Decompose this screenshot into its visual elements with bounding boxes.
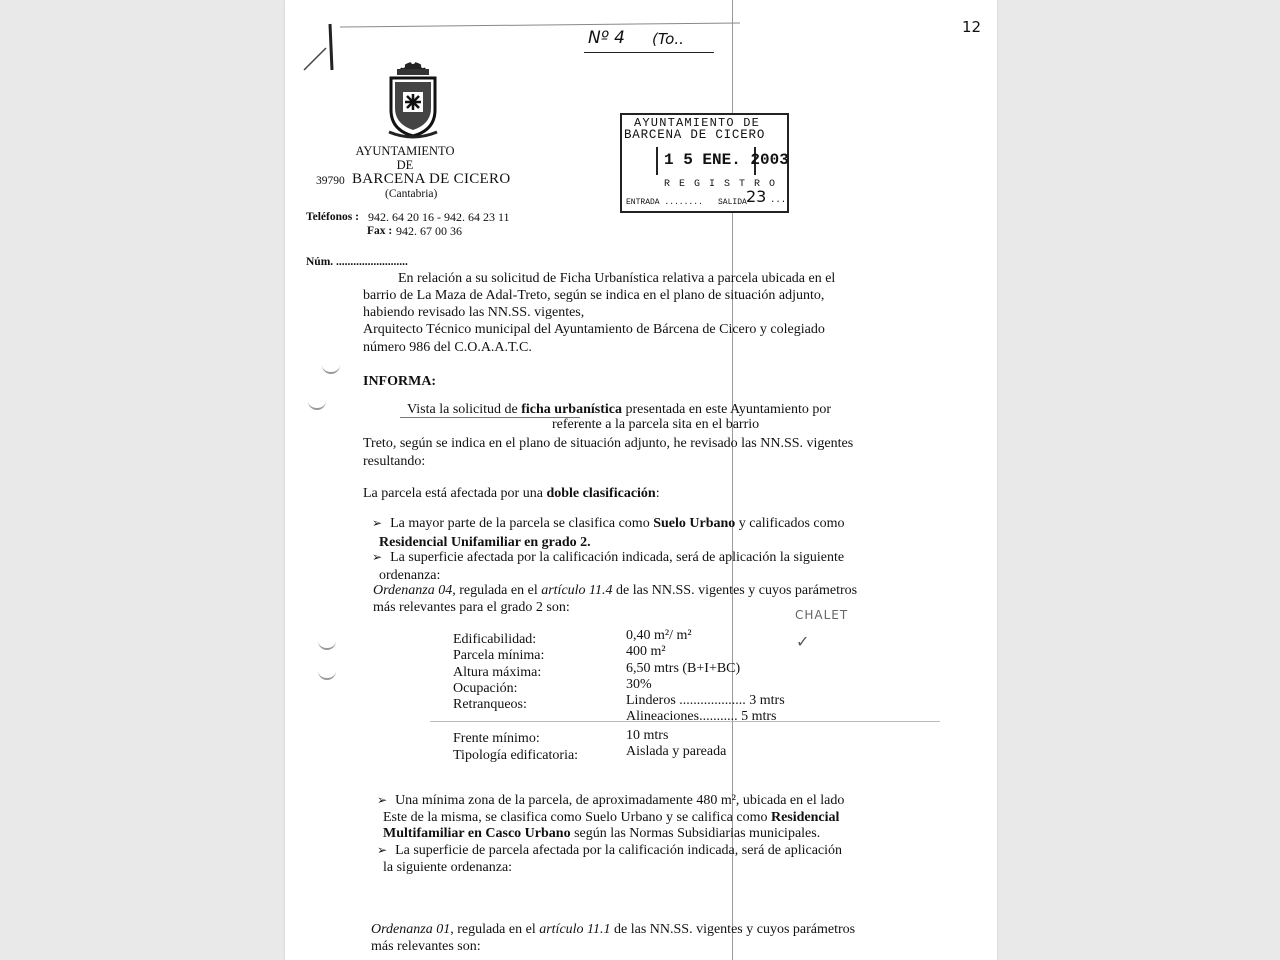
bullet-minima-zona-line3: Multifamiliar en Casco Urbano según las Normas Subsidiarias municipales. [383, 826, 821, 841]
corner-mark [300, 22, 340, 72]
param-value: 400 m² [626, 644, 666, 660]
org-de: DE [396, 158, 414, 172]
param-value: Aislada y pareada [626, 744, 727, 760]
scan-line [430, 721, 940, 723]
vista-line1: Vista la solicitud de ficha urbanística presentada en este Ayuntamiento por [407, 402, 832, 417]
handwritten-note: (To.. [652, 30, 684, 48]
bullet-suelo-urbano-line2: Residencial Unifamiliar en grado 2. [379, 535, 591, 550]
bullet-suelo-urbano: ➢ La mayor parte de la parcela se clasifica como Suelo Urbano y calificados como [372, 516, 845, 532]
stamp-line1: AYUNTAMIENTO DE [634, 116, 761, 130]
param-label: Retranqueos: [453, 697, 527, 713]
vista-line2: referente a la parcela sita en el barrio [552, 417, 760, 432]
top-edge-line [340, 18, 740, 28]
phones: 942. 64 20 16 - 942. 64 23 11 [368, 210, 510, 224]
parameters-labels [453, 632, 578, 764]
param-label: Tipología edificatoria: [453, 747, 579, 763]
param-value: 10 mtrs [626, 727, 669, 743]
stamp-entrada: ENTRADA ........ [626, 198, 703, 207]
param-label: Altura máxima: [453, 664, 542, 680]
bullet-minima-zona: ➢ Una mínima zona de la parcela, de aproximadamente 480 m², ubicada en el lado [377, 793, 844, 809]
stamp-line2: BARCENA DE CICERO [624, 128, 766, 142]
param-value: 0,40 m²/ m² [626, 628, 692, 643]
fax-label: Fax : [367, 225, 393, 237]
page-number: 12 [962, 18, 982, 36]
coat-of-arms-logo [385, 52, 441, 140]
intro-line4: Arquitecto Técnico municipal del Ayuntamiento de Bárcena de Cicero y colegiado [363, 322, 825, 337]
param-value: Linderos ................... 3 mtrs [626, 693, 785, 709]
param-label: Parcela mínima: [453, 648, 545, 664]
stamp-salida: SALIDA [718, 198, 747, 207]
intro-line3: habiendo revisado las NN.SS. vigentes, [363, 305, 585, 320]
phones-label: Teléfonos : [306, 211, 359, 223]
informa-heading: INFORMA: [363, 374, 437, 389]
ordenanza-04: Ordenanza 04, regulada en el artículo 11.4 de las NN.SS. vigentes y cuyos parámetros [373, 583, 858, 598]
bullet-minima-zona-line2: Este de la misma, se clasifica como Suelo Urbano y se califica como Residencial [383, 810, 840, 825]
bullet-superficie-2: ➢ La superficie de parcela afectada por la calificación indicada, será de aplicación [377, 843, 842, 859]
param-value: Alineaciones........... 5 mtrs [626, 709, 777, 725]
stamp-salida-dots: ... [770, 195, 787, 205]
ordenanza-01: Ordenanza 01, regulada en el artículo 11.1 de las NN.SS. vigentes y cuyos parámetros [371, 922, 856, 937]
bullet-superficie-2-line2: la siguiente ordenanza: [383, 860, 513, 875]
intro-line2: barrio de La Maza de Adal-Treto, según se indica en el plano de situación adjunto, [363, 288, 825, 303]
num-field: Núm. ......................... [306, 256, 408, 268]
org-name: AYUNTAMIENTO [355, 144, 455, 158]
margin-note-chalet: CHALET [795, 608, 849, 622]
stamp-registro: R E G I S T R O [664, 179, 777, 190]
handwritten-underline [584, 48, 714, 53]
handwritten-number: Nº 4 [588, 28, 625, 48]
bullet-superficie-line2: ordenanza: [379, 568, 441, 583]
margin-check: ✓ [796, 634, 810, 651]
bullet-superficie: ➢ La superficie afectada por la calificación indicada, será de aplicación la siguiente [372, 550, 844, 566]
fax: 942. 67 00 36 [396, 224, 462, 238]
parameters-values [626, 628, 785, 760]
vista-line3: Treto, según se indica en el plano de situación adjunto, he revisado las NN.SS. vigentes [363, 436, 854, 451]
param-label: Edificabilidad: [453, 632, 537, 647]
doble-clasificacion: La parcela está afectada por una doble clasificación: [363, 486, 660, 501]
param-label: Ocupación: [453, 680, 518, 696]
registry-stamp [620, 113, 789, 213]
vista-line4: resultando: [363, 454, 426, 469]
param-label: Frente mínimo: [453, 731, 540, 747]
region: (Cantabria) [385, 188, 438, 200]
ordenanza-04-line2: más relevantes para el grado 2 son: [373, 600, 570, 615]
param-value: 30% [626, 676, 652, 692]
ordenanza-01-line2: más relevantes son: [371, 939, 481, 954]
param-value: 6,50 mtrs (B+I+BC) [626, 660, 741, 676]
postal-code: 39790 [316, 175, 345, 187]
intro-line1: En relación a su solicitud de Ficha Urbanística relativa a parcela ubicada en el [398, 271, 836, 286]
intro-line5: número 986 del C.O.A.A.T.C. [363, 340, 532, 355]
stamp-salida-number: 23 [746, 187, 767, 206]
stamp-date: 1 5 ENE. 2003 [664, 151, 789, 169]
town-name: BARCENA DE CICERO [352, 171, 511, 187]
